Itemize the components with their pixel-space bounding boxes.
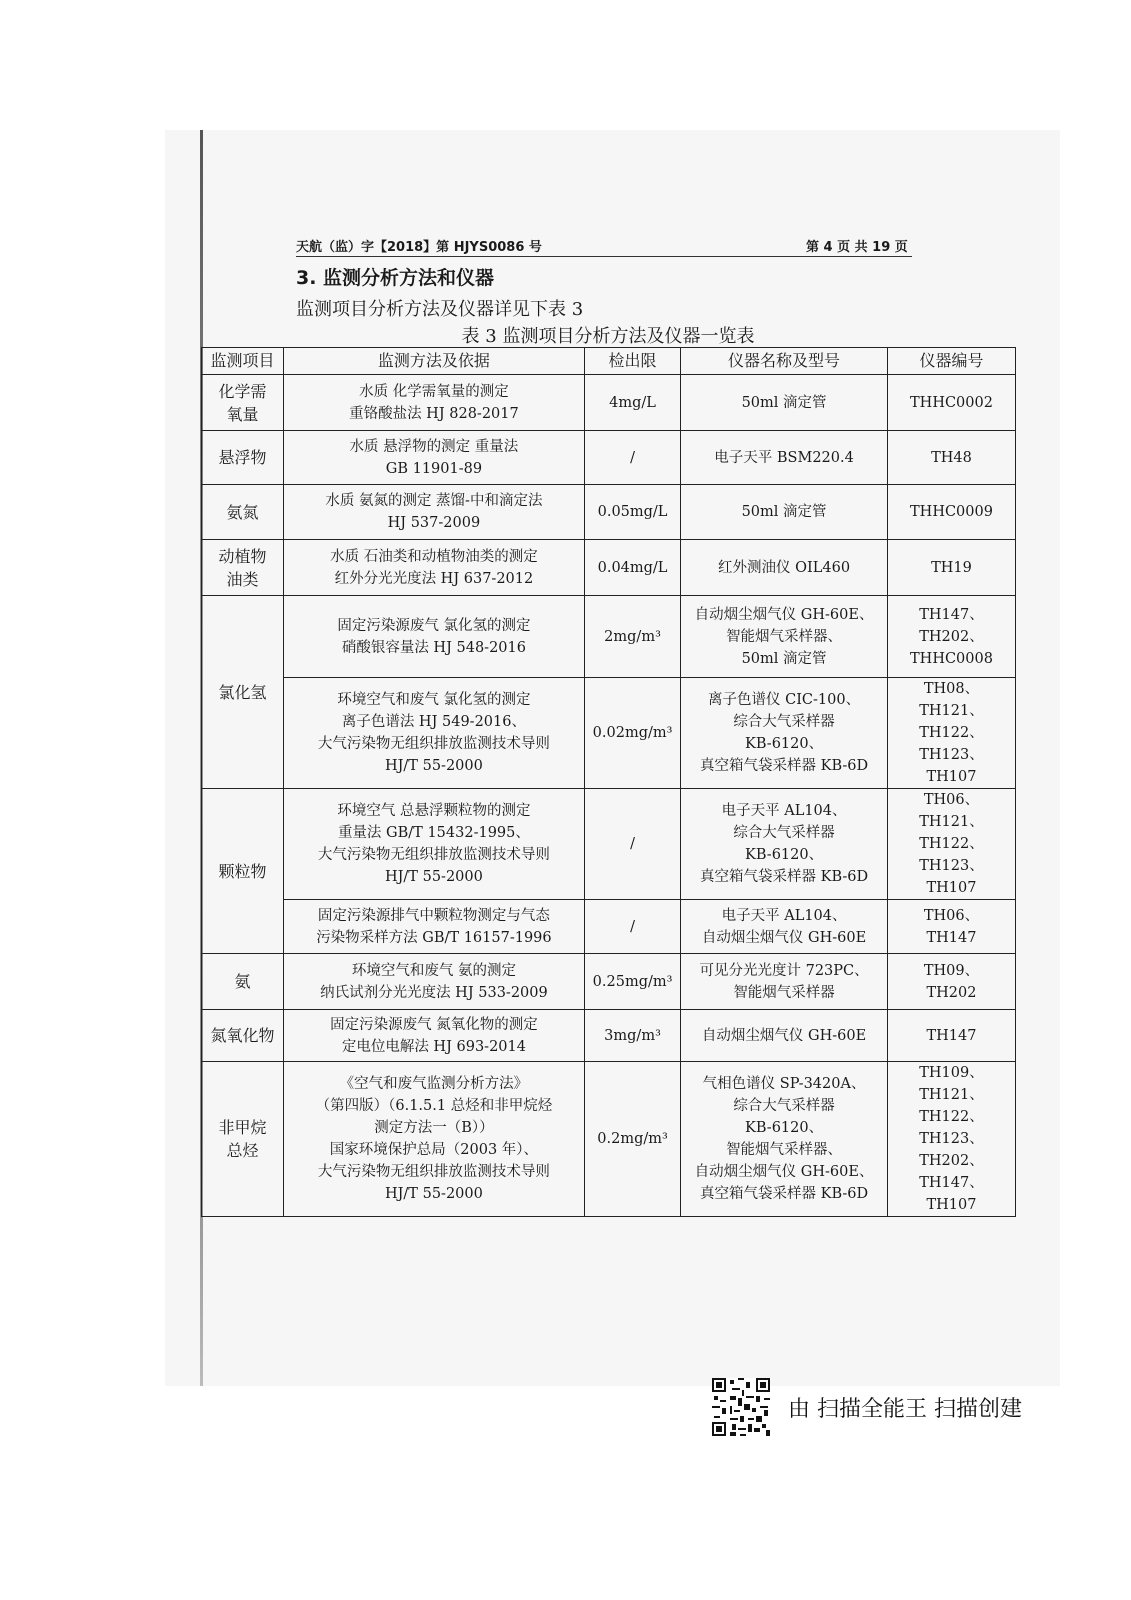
column-header: 检出限 [584, 348, 680, 375]
section-title: 3. 监测分析方法和仪器 [296, 267, 495, 289]
table-row [202, 1062, 1016, 1217]
number-cell: TH147 [887, 1010, 1015, 1062]
limit-cell: 2mg/m³ [584, 596, 680, 678]
instrument-cell: 50ml 滴定管 [681, 375, 888, 431]
table-row [202, 540, 1016, 596]
methods-table [201, 347, 1016, 1217]
column-header: 仪器名称及型号 [681, 348, 888, 375]
page-indicator: 第 4 页 共 19 页 [806, 240, 908, 255]
scanner-watermark [712, 1378, 1072, 1438]
method-cell: 固定污染源废气 氯化氢的测定 硝酸银容量法 HJ 548-2016 [283, 596, 584, 678]
number-cell: TH08、 TH121、TH122、 TH123、 TH107 [887, 678, 1015, 789]
method-cell: 环境空气和废气 氯化氢的测定 离子色谱法 HJ 549-2016、 大气污染物无组织排放监测技术导则 HJ/T 55-2000 [283, 678, 584, 789]
instrument-cell: 可见分光光度计 723PC、 智能烟气采样器 [681, 954, 888, 1010]
instrument-cell: 红外测油仪 OIL460 [681, 540, 888, 596]
table-row [202, 1010, 1016, 1062]
header-rule [296, 256, 912, 257]
scanner-credit-text: 由 扫描全能王 扫描创建 [788, 1397, 1022, 1422]
item-cell: 非甲烷 总烃 [202, 1062, 284, 1217]
method-cell: 固定污染源废气 氮氧化物的测定 定电位电解法 HJ 693-2014 [283, 1010, 584, 1062]
instrument-cell: 自动烟尘烟气仪 GH-60E [681, 1010, 888, 1062]
table-row [202, 375, 1016, 431]
table-caption: 表 3 监测项目分析方法及仪器一览表 [461, 326, 755, 347]
table-row [202, 678, 1016, 789]
document-number: 天航（监）字【2018】第 HJYS0086 号 [296, 240, 542, 255]
limit-cell: 3mg/m³ [584, 1010, 680, 1062]
table-row [202, 789, 1016, 900]
item-cell: 颗粒物 [202, 789, 284, 954]
number-cell: TH09、 TH202 [887, 954, 1015, 1010]
method-cell: 《空气和废气监测分析方法》 （第四版）（6.1.5.1 总烃和非甲烷烃 测定方法一（B）） 国家环境保护总局（2003 年）、 大气污染物无组织排放监测技术导则 HJ/T 55-2000 [283, 1062, 584, 1217]
limit-cell: / [584, 900, 680, 954]
qr-code-icon [712, 1378, 770, 1436]
number-cell: TH06、 TH121、TH122、 TH123、 TH107 [887, 789, 1015, 900]
method-cell: 水质 悬浮物的测定 重量法 GB 11901-89 [283, 431, 584, 485]
limit-cell: 0.2mg/m³ [584, 1062, 680, 1217]
instrument-cell: 气相色谱仪 SP-3420A、 综合大气采样器 KB-6120、 智能烟气采样器、 自动烟尘烟气仪 GH-60E、 真空箱气袋采样器 KB-6D [681, 1062, 888, 1217]
limit-cell: 0.25mg/m³ [584, 954, 680, 1010]
instrument-cell: 电子天平 AL104、 自动烟尘烟气仪 GH-60E [681, 900, 888, 954]
limit-cell: / [584, 431, 680, 485]
limit-cell: 4mg/L [584, 375, 680, 431]
instrument-cell: 电子天平 AL104、 综合大气采样器 KB-6120、 真空箱气袋采样器 KB-6D [681, 789, 888, 900]
item-cell: 氨氮 [202, 485, 284, 540]
intro-text: 监测项目分析方法及仪器详见下表 3 [296, 299, 584, 320]
instrument-cell: 50ml 滴定管 [681, 485, 888, 540]
table-row [202, 900, 1016, 954]
method-cell: 环境空气 总悬浮颗粒物的测定 重量法 GB/T 15432-1995、 大气污染物无组织排放监测技术导则 HJ/T 55-2000 [283, 789, 584, 900]
method-cell: 环境空气和废气 氨的测定 纳氏试剂分光光度法 HJ 533-2009 [283, 954, 584, 1010]
limit-cell: 0.02mg/m³ [584, 678, 680, 789]
item-cell: 氮氧化物 [202, 1010, 284, 1062]
instrument-cell: 离子色谱仪 CIC-100、 综合大气采样器 KB-6120、 真空箱气袋采样器 KB-6D [681, 678, 888, 789]
limit-cell: / [584, 789, 680, 900]
item-cell: 化学需 氧量 [202, 375, 284, 431]
column-header: 监测项目 [202, 348, 284, 375]
method-cell: 水质 氨氮的测定 蒸馏-中和滴定法 HJ 537-2009 [283, 485, 584, 540]
table-row [202, 596, 1016, 678]
method-cell: 水质 化学需氧量的测定 重铬酸盐法 HJ 828-2017 [283, 375, 584, 431]
column-header: 监测方法及依据 [283, 348, 584, 375]
table-row [202, 431, 1016, 485]
item-cell: 氯化氢 [202, 596, 284, 789]
number-cell: TH147、 TH202、 THHC0008 [887, 596, 1015, 678]
table-header-row [202, 348, 1016, 375]
number-cell: THHC0002 [887, 375, 1015, 431]
limit-cell: 0.05mg/L [584, 485, 680, 540]
number-cell: TH109、 TH121、TH122、 TH123、 TH202、 TH147、 TH107 [887, 1062, 1015, 1217]
number-cell: TH48 [887, 431, 1015, 485]
number-cell: THHC0009 [887, 485, 1015, 540]
number-cell: TH06、 TH147 [887, 900, 1015, 954]
limit-cell: 0.04mg/L [584, 540, 680, 596]
item-cell: 动植物 油类 [202, 540, 284, 596]
table-row [202, 954, 1016, 1010]
instrument-cell: 自动烟尘烟气仪 GH-60E、 智能烟气采样器、 50ml 滴定管 [681, 596, 888, 678]
column-header: 仪器编号 [887, 348, 1015, 375]
number-cell: TH19 [887, 540, 1015, 596]
item-cell: 悬浮物 [202, 431, 284, 485]
method-cell: 固定污染源排气中颗粒物测定与气态 污染物采样方法 GB/T 16157-1996 [283, 900, 584, 954]
instrument-cell: 电子天平 BSM220.4 [681, 431, 888, 485]
item-cell: 氨 [202, 954, 284, 1010]
table-row [202, 485, 1016, 540]
method-cell: 水质 石油类和动植物油类的测定 红外分光光度法 HJ 637-2012 [283, 540, 584, 596]
